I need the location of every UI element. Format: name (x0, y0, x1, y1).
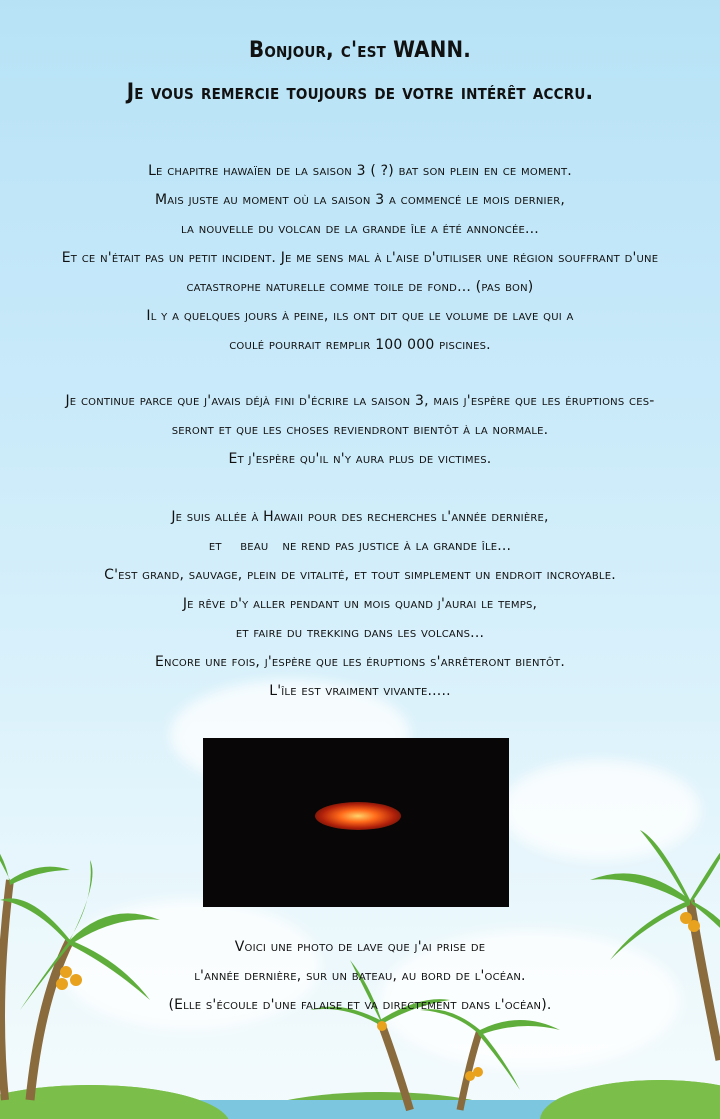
photo-caption (0, 933, 720, 1020)
text-line: Je rêve d'y aller pendant un mois quand j'aurai le temps, (182, 596, 538, 612)
text-line: Le chapitre hawaïen de la saison 3 ( ?) bat son plein en ce moment. (148, 163, 572, 179)
text-line: L'île est vraiment vivante..... (269, 683, 451, 699)
thanks-line: Je vous remercie toujours de votre intérêt accru. (126, 80, 594, 105)
text-line: catastrophe naturelle comme toile de fond... (pas bon) (186, 279, 534, 295)
caption-line: (Elle s'écoule d'une falaise et va directement dans l'océan). (168, 997, 552, 1013)
greeting-line: Bonjour, c'est WANN. (249, 38, 471, 63)
text-line: et faire du trekking dans les volcans... (235, 625, 485, 641)
paragraph-hawaii-trip (0, 503, 720, 706)
caption-line: l'année dernière, sur un bateau, au bord de l'océan. (194, 968, 526, 984)
paragraph-hope (0, 387, 720, 474)
text-line: coulé pourrait remplir 100 000 piscines. (229, 337, 491, 353)
paragraph-volcano-news (0, 157, 720, 360)
greeting-heading (0, 30, 720, 114)
text-line: seront et que les choses reviendront bientôt à la normale. (171, 422, 549, 438)
caption-line: Voici une photo de lave que j'ai prise de (234, 939, 486, 955)
text-line: Il y a quelques jours à peine, ils ont dit que le volume de lave qui a (146, 308, 574, 324)
text-line: et beau ne rend pas justice à la grande île... (208, 538, 512, 554)
lava-glow (315, 802, 401, 830)
text-line: Mais juste au moment où la saison 3 a commencé le mois dernier, (154, 192, 566, 208)
text-line: Et j'espère qu'il n'y aura plus de victimes. (228, 451, 492, 467)
text-line: Je continue parce que j'avais déjà fini d'écrire la saison 3, mais j'espère que les éruptions ces- (65, 393, 655, 409)
text-line: Je suis allée à Hawaii pour des recherches l'année dernière, (171, 509, 549, 525)
text-line: Et ce n'était pas un petit incident. Je me sens mal à l'aise d'utiliser une région souffrant d'une (61, 250, 659, 266)
text-line: C'est grand, sauvage, plein de vitalité, et tout simplement un endroit incroyable. (104, 567, 616, 583)
text-line: la nouvelle du volcan de la grande île a été annoncée... (181, 221, 539, 237)
lava-photo (203, 738, 509, 907)
text-line: Encore une fois, j'espère que les éruptions s'arrêteront bientôt. (155, 654, 565, 670)
